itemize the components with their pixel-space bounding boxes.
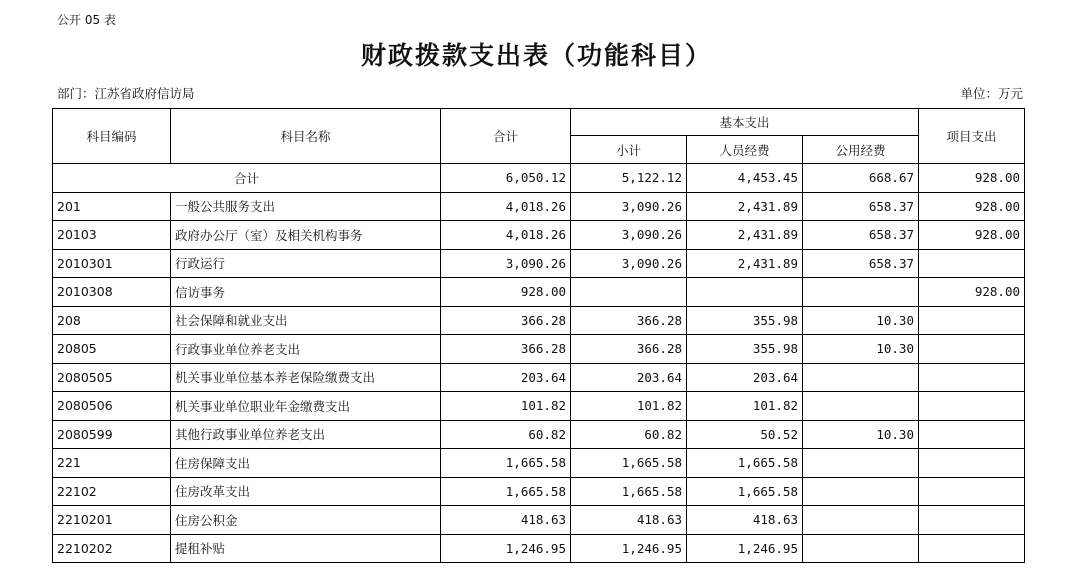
public-cell: 658.37: [803, 192, 919, 221]
project-cell: [919, 306, 1025, 335]
personnel-cell: 1,665.58: [687, 449, 803, 478]
code-cell: 2080599: [53, 420, 171, 449]
personnel-cell: 101.82: [687, 392, 803, 421]
code-cell: 2080505: [53, 363, 171, 392]
table-row: [53, 306, 1025, 335]
total-cell: 1,665.58: [441, 449, 571, 478]
code-cell: 22102: [53, 477, 171, 506]
total-label: 合计: [53, 164, 441, 193]
total-cell: 101.82: [441, 392, 571, 421]
subtotal-cell: 1,665.58: [571, 449, 687, 478]
name-cell: 一般公共服务支出: [171, 192, 441, 221]
code-cell: 208: [53, 306, 171, 335]
code-cell: 2010301: [53, 249, 171, 278]
total-cell: 4,018.26: [441, 221, 571, 250]
project-cell: 928.00: [919, 164, 1025, 193]
name-cell: 住房公积金: [171, 506, 441, 535]
header-total: 合计: [441, 109, 571, 164]
project-cell: [919, 506, 1025, 535]
table-row: [53, 192, 1025, 221]
header-public: 公用经费: [803, 136, 919, 164]
unit-label: 单位：万元: [960, 86, 1023, 101]
table-row: [53, 534, 1025, 563]
total-cell: 1,665.58: [441, 477, 571, 506]
table-row: [53, 249, 1025, 278]
code-cell: 20103: [53, 221, 171, 250]
name-cell: 机关事业单位职业年金缴费支出: [171, 392, 441, 421]
table-row: [53, 221, 1025, 250]
total-cell: 60.82: [441, 420, 571, 449]
name-cell: 机关事业单位基本养老保险缴费支出: [171, 363, 441, 392]
personnel-cell: 203.64: [687, 363, 803, 392]
name-cell: 住房改革支出: [171, 477, 441, 506]
project-cell: 928.00: [919, 221, 1025, 250]
total-cell: 418.63: [441, 506, 571, 535]
project-cell: [919, 363, 1025, 392]
table-row: [53, 449, 1025, 478]
code-cell: 2080506: [53, 392, 171, 421]
header-personnel: 人员经费: [687, 136, 803, 164]
subtotal-cell: 60.82: [571, 420, 687, 449]
name-cell: 其他行政事业单位养老支出: [171, 420, 441, 449]
public-cell: 10.30: [803, 335, 919, 364]
project-cell: [919, 392, 1025, 421]
expenditure-table: [52, 108, 1025, 563]
total-cell: 928.00: [441, 278, 571, 307]
name-cell: 政府办公厅（室）及相关机构事务: [171, 221, 441, 250]
subtotal-cell: 101.82: [571, 392, 687, 421]
code-cell: 2210202: [53, 534, 171, 563]
name-cell: 住房保障支出: [171, 449, 441, 478]
code-cell: 2010308: [53, 278, 171, 307]
personnel-cell: 1,665.58: [687, 477, 803, 506]
subtotal-cell: 3,090.26: [571, 192, 687, 221]
total-cell: 366.28: [441, 335, 571, 364]
public-cell: 10.30: [803, 420, 919, 449]
project-cell: [919, 335, 1025, 364]
personnel-cell: 2,431.89: [687, 249, 803, 278]
total-cell: 4,018.26: [441, 192, 571, 221]
department-label: 部门：江苏省政府信访局: [57, 86, 195, 101]
form-number: 公开 05 表: [57, 13, 116, 27]
subtotal-cell: 418.63: [571, 506, 687, 535]
subtotal-cell: 3,090.26: [571, 221, 687, 250]
project-cell: 928.00: [919, 278, 1025, 307]
subtotal-cell: 5,122.12: [571, 164, 687, 193]
public-cell: [803, 506, 919, 535]
personnel-cell: 355.98: [687, 335, 803, 364]
name-cell: 提租补贴: [171, 534, 441, 563]
public-cell: 10.30: [803, 306, 919, 335]
total-cell: 3,090.26: [441, 249, 571, 278]
name-cell: 社会保障和就业支出: [171, 306, 441, 335]
code-cell: 201: [53, 192, 171, 221]
code-cell: 20805: [53, 335, 171, 364]
public-cell: [803, 534, 919, 563]
subtotal-cell: 366.28: [571, 335, 687, 364]
subtotal-cell: [571, 278, 687, 307]
subtotal-cell: 203.64: [571, 363, 687, 392]
public-cell: [803, 363, 919, 392]
name-cell: 行政运行: [171, 249, 441, 278]
public-cell: [803, 477, 919, 506]
personnel-cell: 2,431.89: [687, 221, 803, 250]
subtotal-cell: 366.28: [571, 306, 687, 335]
subtotal-cell: 1,246.95: [571, 534, 687, 563]
table-row: [53, 477, 1025, 506]
total-cell: 203.64: [441, 363, 571, 392]
table-row: [53, 363, 1025, 392]
subtotal-cell: 3,090.26: [571, 249, 687, 278]
total-cell: 1,246.95: [441, 534, 571, 563]
total-row: [53, 164, 1025, 193]
personnel-cell: 2,431.89: [687, 192, 803, 221]
project-cell: [919, 534, 1025, 563]
total-cell: 6,050.12: [441, 164, 571, 193]
code-cell: 2210201: [53, 506, 171, 535]
name-cell: 信访事务: [171, 278, 441, 307]
public-cell: [803, 449, 919, 478]
public-cell: [803, 278, 919, 307]
public-cell: [803, 392, 919, 421]
header-subtotal: 小计: [571, 136, 687, 164]
personnel-cell: 50.52: [687, 420, 803, 449]
project-cell: [919, 477, 1025, 506]
personnel-cell: 4,453.45: [687, 164, 803, 193]
project-cell: [919, 249, 1025, 278]
header-name: 科目名称: [171, 109, 441, 164]
header-basic: 基本支出: [571, 109, 919, 136]
page-title: 财政拨款支出表（功能科目）: [360, 41, 712, 70]
table-row: [53, 278, 1025, 307]
name-cell: 行政事业单位养老支出: [171, 335, 441, 364]
public-cell: 658.37: [803, 221, 919, 250]
total-cell: 366.28: [441, 306, 571, 335]
personnel-cell: 1,246.95: [687, 534, 803, 563]
header-code: 科目编码: [53, 109, 171, 164]
table-row: [53, 420, 1025, 449]
personnel-cell: [687, 278, 803, 307]
table-row: [53, 392, 1025, 421]
personnel-cell: 355.98: [687, 306, 803, 335]
project-cell: 928.00: [919, 192, 1025, 221]
project-cell: [919, 449, 1025, 478]
project-cell: [919, 420, 1025, 449]
public-cell: 658.37: [803, 249, 919, 278]
personnel-cell: 418.63: [687, 506, 803, 535]
header-project: 项目支出: [919, 109, 1025, 164]
subtotal-cell: 1,665.58: [571, 477, 687, 506]
table-row: [53, 506, 1025, 535]
code-cell: 221: [53, 449, 171, 478]
table-row: [53, 335, 1025, 364]
public-cell: 668.67: [803, 164, 919, 193]
